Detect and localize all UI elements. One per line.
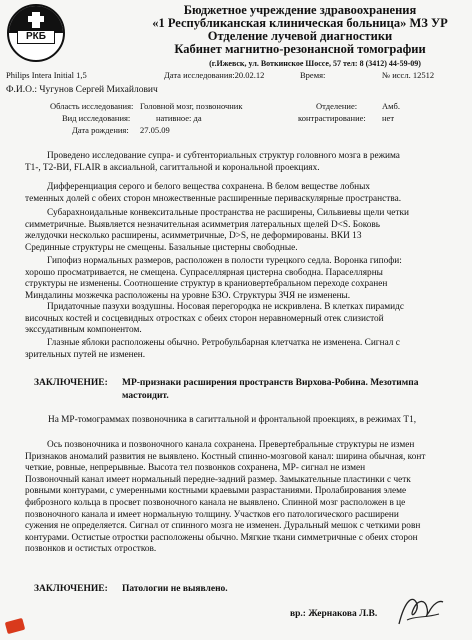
contrast-value: нет	[382, 113, 395, 123]
brain-paragraph-1	[25, 151, 472, 174]
brain-paragraph-5	[25, 302, 472, 337]
brain-conclusion-text-2: мастоидит.	[122, 391, 169, 401]
text-line: T1-, T2-ВИ, FLAIR в аксиальной, сагиттальной и корональной проекциях.	[25, 162, 320, 173]
hospital-logo	[7, 4, 65, 62]
study-date: Дата исследования:20.02.12	[164, 70, 265, 80]
brain-conclusion-text: МР-признаки расширения пространств Вирхова-Робина. Мезотимпа	[122, 378, 419, 388]
text-line: Позвоночный канал имеет нормальный передне-задний размер. Замыкательные пластинки с четк	[25, 474, 411, 485]
header-line-1: Бюджетное учреждение здравоохранения	[183, 3, 417, 17]
text-line: контурами. Остистые отростки расположены обычно. Мягкие ткани симметричные с обеих сторон	[25, 532, 418, 543]
type-label: Вид исследования:	[62, 113, 131, 123]
text-line: зрительных путей не изменен.	[25, 349, 146, 360]
spine-conclusion-text: Патологии не выявлено.	[122, 584, 228, 594]
text-line: Придаточные пазухи воздушны. Носовая перегородка не искривлена. В клетках пирамидс	[47, 302, 405, 312]
text-line: желудочки несколько расширены, асимметричные, D>S, не деформированы. ВКИ 13	[25, 231, 362, 242]
text-line: Субарахноидальные конвекситальные пространства не расширены, Сильвиевы щели четки	[47, 208, 409, 218]
dept-value: Амб.	[382, 101, 400, 111]
patient-name: Ф.И.О.: Чугунов Сергей Михайлович	[6, 85, 158, 95]
text-line: Срединные структуры не смещены. Базальные цистерны свободные.	[25, 242, 298, 253]
area-value: Головной мозг, позвоночник	[140, 101, 243, 111]
text-line: Гипофиз нормальных размеров, расположен в полости турецкого седла. Воронка гипофи:	[47, 256, 402, 266]
spine-intro: На МР-томограммах позвоночника в сагиттальной и фронтальной проекциях, в режимах T1,	[48, 415, 417, 425]
header-line-3: Отделение лучевой диагностики	[207, 29, 393, 43]
header-address: (г.Ижевск, ул. Воткинское Шоссе, 57 тел: 8 (3412) 44-59-09)	[209, 59, 421, 68]
text-line: Глазные яблоки расположены обычно. Ретробульбарная клетчатка не изменена. Сигнал с	[47, 338, 400, 348]
header-line-4: Кабинет магнитно-резонансной томографии	[174, 42, 426, 56]
dob-label: Дата рождения:	[72, 125, 129, 135]
text-line: Миндалины мозжечка расположены на уровне БЗО. Структуры ЗЧЯ не изменены.	[25, 290, 351, 301]
text-line: экссудативным компонентом.	[25, 325, 142, 336]
scanner-model: Philips Intera Initial 1,5	[6, 70, 87, 80]
text-line: Дифференциация серого и белого вещества сохранена. В белом веществе лобных	[47, 182, 371, 192]
dob-value: 27.05.09	[140, 125, 170, 135]
brain-paragraph-6	[25, 338, 472, 361]
text-line: Проведено исследование супра- и субтенториальных структур головного мозга в режима	[47, 151, 400, 161]
text-line: сужения не определяется. Сигнал от спинного мозга не изменен. Дуральный мешок с четкими ровн	[25, 521, 421, 532]
spine-conclusion-label: ЗАКЛЮЧЕНИЕ:	[34, 584, 108, 594]
text-line: симметричные. Выявляется незначительная асимметрия латеральных щелей D<S. Боковь	[25, 219, 381, 230]
text-line: Признаков аномалий развития не выявлено. Костный спинно-мозговой канал: ширина обычная, конт	[25, 451, 426, 462]
logo-text: РКБ	[26, 31, 46, 42]
text-line: фиброзного кольца в просвет позвоночного канала не выявлено. Спинной мозг расположен в це	[25, 497, 406, 508]
text-line: позвоночного канала и имеет нормальную толщину. Участков его патологического расширени	[25, 509, 399, 520]
area-label: Область исследования:	[50, 101, 134, 111]
text-line: височных костей и сосцевидных отростках с обеих сторон неравномерный отек слизистой	[25, 313, 384, 324]
type-value: нативное: да	[156, 113, 202, 123]
brain-paragraph-2	[25, 182, 472, 205]
brain-conclusion-label: ЗАКЛЮЧЕНИЕ:	[34, 378, 108, 388]
text-line: позвонков и остистых отростков.	[25, 544, 157, 555]
study-number: № иссл. 12512	[382, 70, 435, 80]
text-line: теменных долей с обеих сторон множественные расширенные периваскулярные пространства.	[25, 193, 402, 204]
red-stamp-icon	[5, 618, 25, 634]
header-line-2: «1 Республиканская клиническая больница» МЗ УР	[152, 16, 448, 30]
doctor-name: вр.: Жернакова Л.В.	[290, 609, 378, 619]
study-time: Время:	[300, 70, 326, 80]
dept-label: Отделение:	[316, 101, 358, 111]
brain-paragraph-4	[25, 256, 472, 302]
text-line: структуры не изменены. Соотношение структур в краниовертебральном переходе сохранен	[25, 279, 388, 290]
text-line: хорошо просматривается, не смещена. Супраселлярная цистерна свободна. Параселлярны	[25, 267, 383, 278]
text-line: ровными контурами, с умеренными костными краевыми разрастаниями. Пролабирования элеме	[25, 486, 407, 497]
signature-icon	[395, 590, 447, 630]
text-line: Ось позвоночника и позвоночного канала сохранена. Превертебральные структуры не измен	[47, 440, 415, 450]
text-line: четкие, ровные, непрерывные. Высота тел позвонков сохранена, МР- сигнал не измен	[25, 463, 366, 474]
spine-paragraph	[25, 440, 472, 556]
brain-paragraph-3	[25, 208, 472, 254]
contrast-label: контрастирование:	[298, 113, 366, 123]
